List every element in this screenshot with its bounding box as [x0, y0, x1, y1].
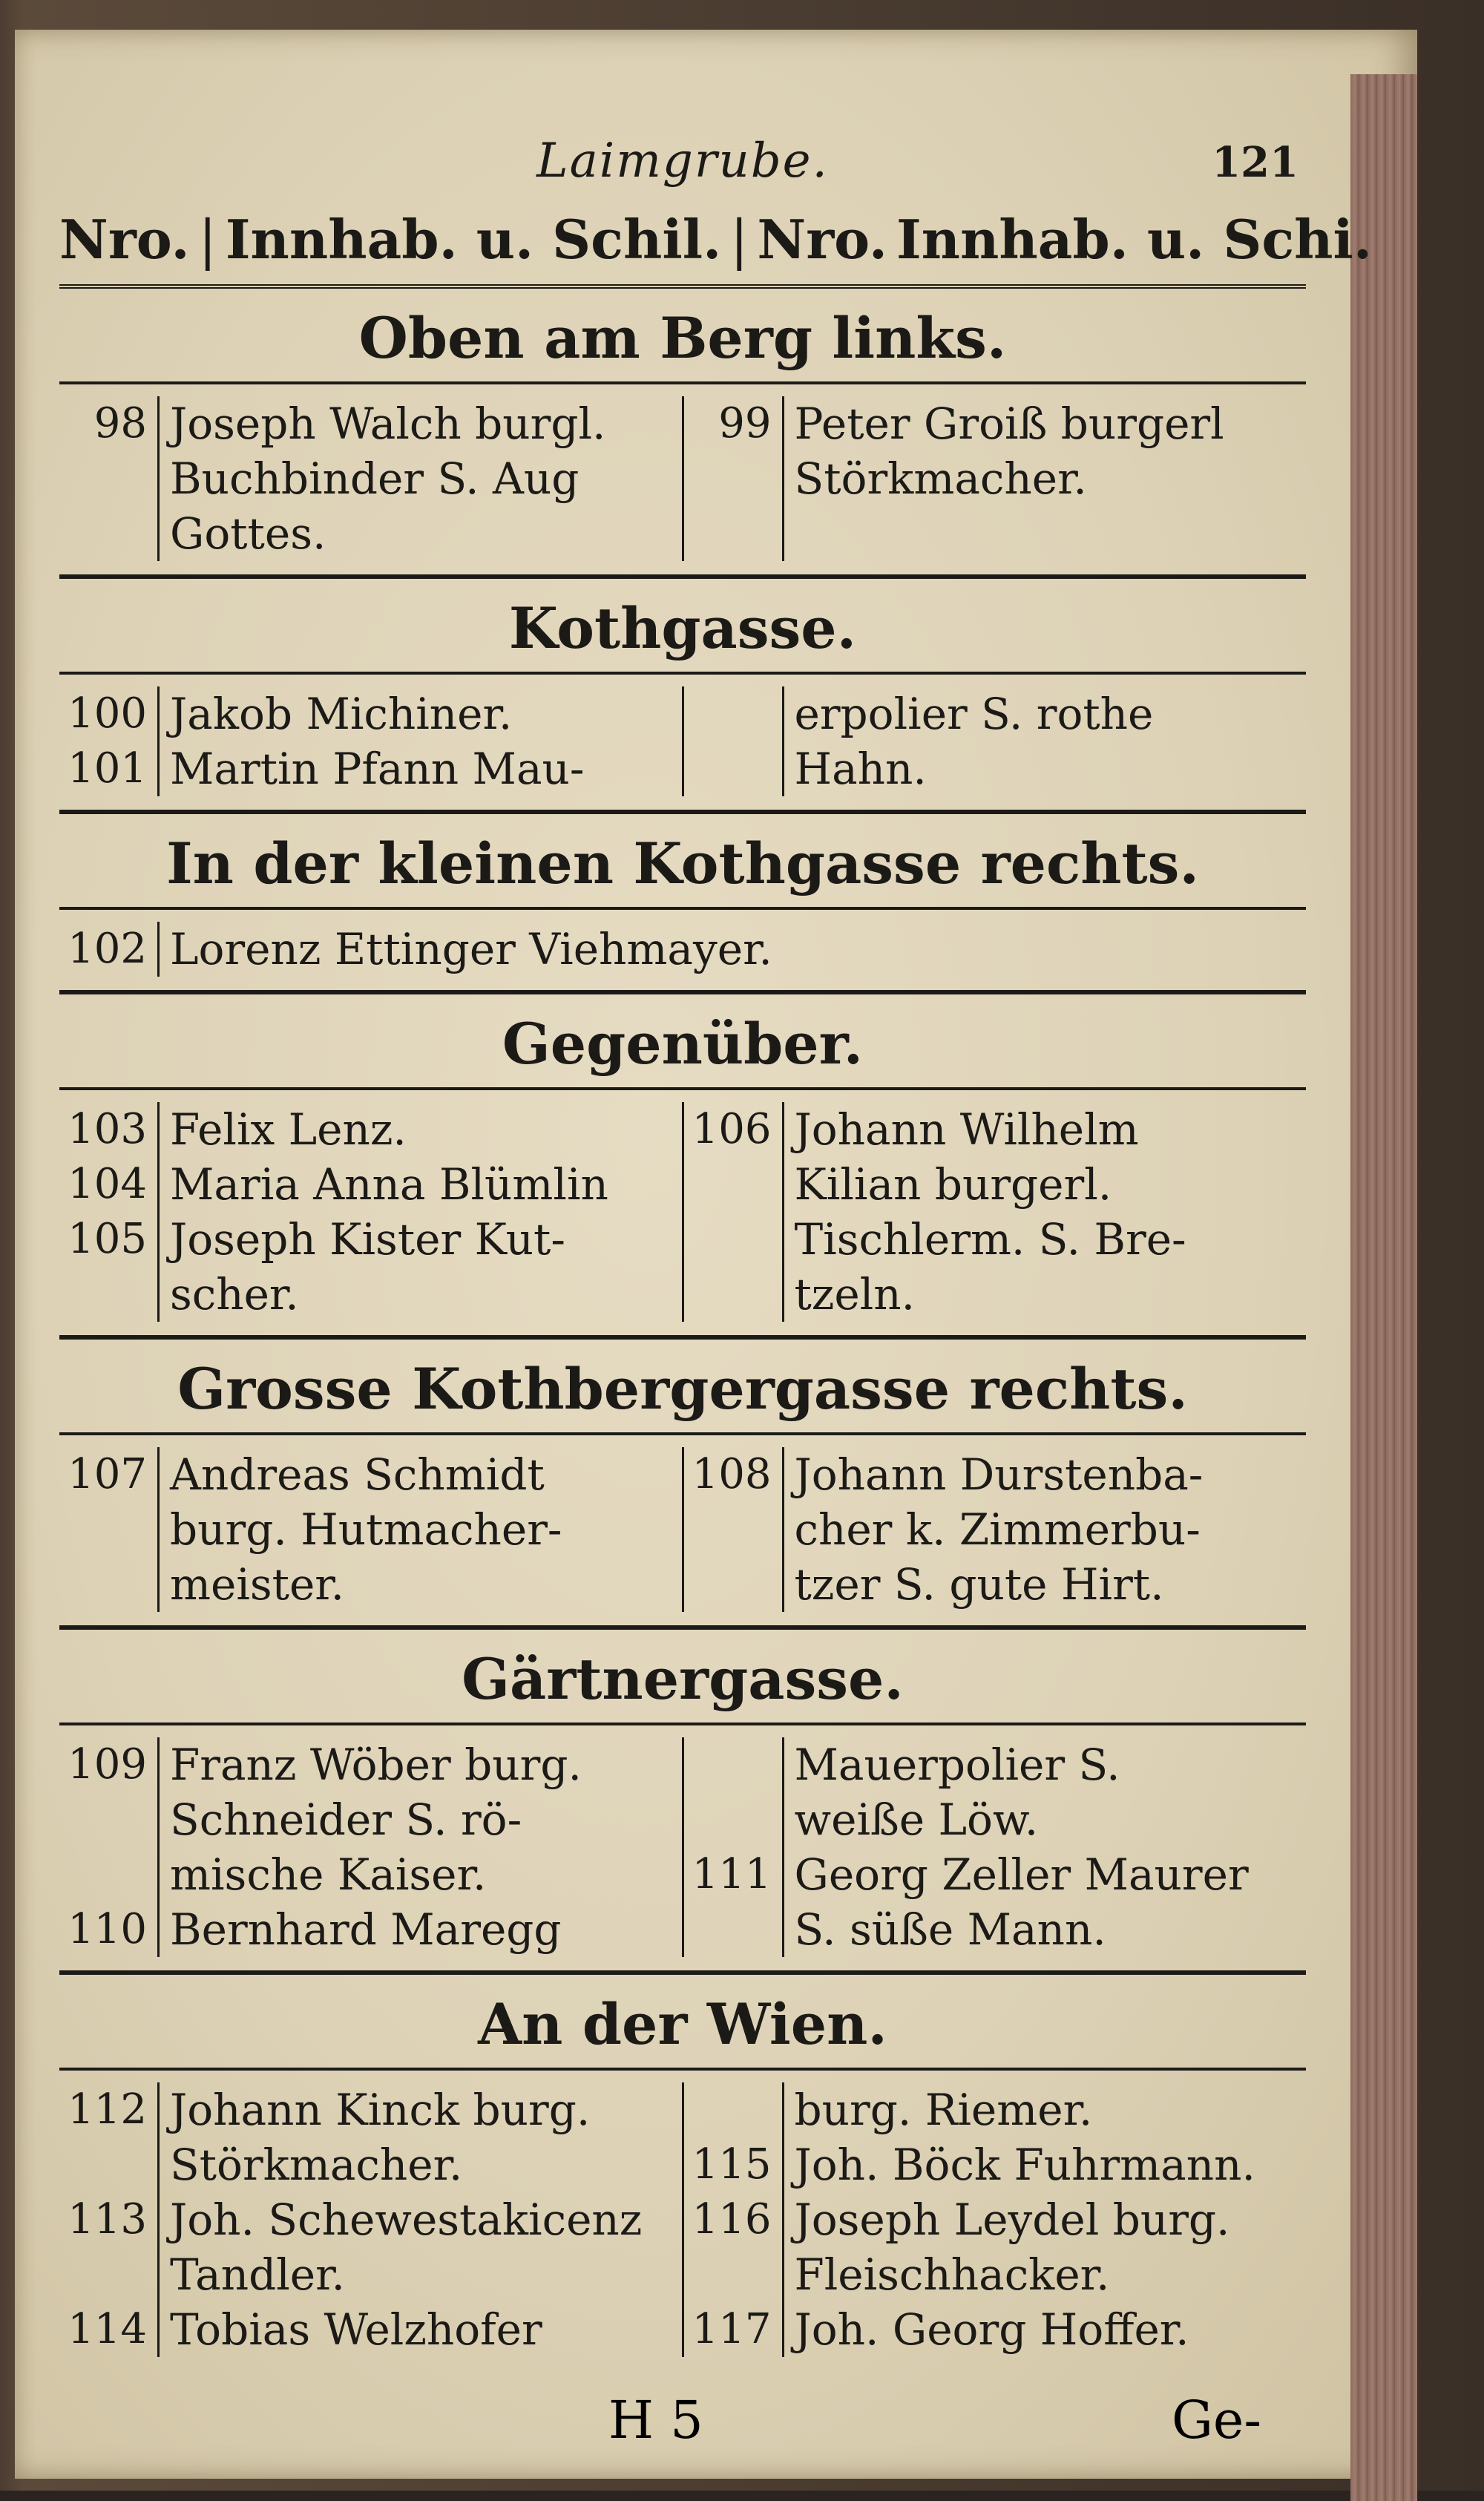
section-an-der-wien — [59, 1975, 1306, 2370]
house-numbers: 102 — [59, 922, 160, 977]
section-kothgasse — [59, 579, 1306, 814]
section-title: Oben am Berg links. — [59, 289, 1306, 384]
owner-entries: Franz Wöber burg. Schneider S. rö- mische Kaiser. Bernhard Maregg — [170, 1740, 582, 1955]
owner-entries: burg. Riemer. Joh. Böck Fuhrmann. Joseph Leydel burg. Fleischhacker. Joh. Georg Hoffer. — [794, 2085, 1255, 2355]
left-column — [59, 1737, 684, 1957]
right-column — [684, 686, 1307, 796]
section-title: In der kleinen Kothgasse rechts. — [59, 814, 1306, 910]
left-column — [59, 396, 684, 561]
right-column — [684, 1447, 1307, 1612]
column-headers — [59, 200, 1372, 289]
house-numbers: 99 — [684, 396, 784, 561]
section-rows — [59, 1725, 1306, 1970]
owner-entries: Jakob Michiner. Martin Pfann Mau- — [170, 689, 585, 794]
right-column — [684, 396, 1307, 561]
house-numbers: 107 — [59, 1447, 160, 1612]
section-gegenueber — [59, 994, 1306, 1340]
house-numbers: 115 116 117 — [684, 2082, 784, 2357]
right-owner-header: Innhab. u. Schi. — [896, 208, 1372, 271]
owner-entries: Joseph Walch burgl. Buchbinder S. Aug Gottes. — [170, 399, 606, 559]
owner-entries: erpolier S. rothe Hahn. — [794, 689, 1154, 794]
section-title: Gegenüber. — [59, 994, 1306, 1090]
owner-entries: Johann Durstenba- cher k. Zimmerbu- tzer S. gute Hirt. — [794, 1449, 1204, 1610]
section-title: Grosse Kothbergergasse rechts. — [59, 1340, 1306, 1435]
section-title: An der Wien. — [59, 1975, 1306, 2071]
owner-entries: Lorenz Ettinger Viehmayer. — [170, 924, 772, 974]
column-separator: | — [730, 208, 749, 271]
house-numbers: 108 — [684, 1447, 784, 1612]
owner-entries: Peter Groiß burgerl Störkmacher. — [794, 399, 1224, 504]
owner-entries: Felix Lenz. Maria Anna Blümlin Joseph Kister Kut- scher. — [170, 1104, 608, 1320]
left-number-header: Nro. — [59, 208, 190, 271]
section-title: Gärtnergasse. — [59, 1630, 1306, 1725]
left-column — [59, 1447, 684, 1612]
house-numbers: 109 110 — [59, 1737, 160, 1957]
section-grosse-kothbergergasse — [59, 1340, 1306, 1630]
column-separator: | — [198, 208, 217, 271]
house-numbers: 103 104 105 — [59, 1102, 160, 1322]
section-gaertnergasse — [59, 1630, 1306, 1975]
section-rows — [59, 1435, 1306, 1625]
page-number: 121 — [1212, 138, 1298, 187]
left-owner-header: Innhab. u. Schil. — [225, 208, 722, 271]
owner-entries: Mauerpolier S. weiße Löw. Georg Zeller Maurer S. süße Mann. — [794, 1740, 1249, 1955]
owner-entries: Johann Kinck burg. Störkmacher. Joh. Schewestakicenz Tandler. Tobias Welzhofer — [170, 2085, 643, 2355]
section-single-row — [59, 910, 1306, 990]
section-rows — [59, 384, 1306, 574]
left-column — [59, 1102, 684, 1322]
section-title: Kothgasse. — [59, 579, 1306, 675]
printer-signature: H 5 — [608, 2390, 703, 2451]
section-rows — [59, 2071, 1306, 2370]
section-kleine-kothgasse — [59, 814, 1306, 994]
right-number-header: Nro. — [757, 208, 887, 271]
house-numbers: 98 — [59, 396, 160, 561]
left-column — [59, 686, 684, 796]
right-column — [684, 1102, 1307, 1322]
section-rows — [59, 675, 1306, 810]
section-oben-am-berg — [59, 289, 1306, 579]
house-numbers: 111 — [684, 1737, 784, 1957]
house-numbers: 106 — [684, 1102, 784, 1322]
running-title: Laimgrube. — [536, 134, 829, 189]
left-column — [59, 2082, 684, 2357]
house-numbers: 112 113 114 — [59, 2082, 160, 2357]
right-column — [684, 2082, 1307, 2357]
page-content — [59, 119, 1372, 2370]
house-numbers: 100 101 — [59, 686, 160, 796]
page — [15, 30, 1417, 2479]
catchword: Ge- — [1172, 2390, 1261, 2451]
page-footer — [59, 2390, 1306, 2464]
section-rows — [59, 1090, 1306, 1335]
page-header — [59, 119, 1306, 200]
owner-entries: Andreas Schmidt burg. Hutmacher- meister. — [170, 1449, 562, 1610]
right-column — [684, 1737, 1307, 1957]
page-edge — [1350, 74, 1417, 2501]
house-numbers — [684, 686, 784, 796]
owner-entries: Johann Wilhelm Kilian burgerl. Tischlerm. S. Bre- tzeln. — [794, 1104, 1186, 1320]
